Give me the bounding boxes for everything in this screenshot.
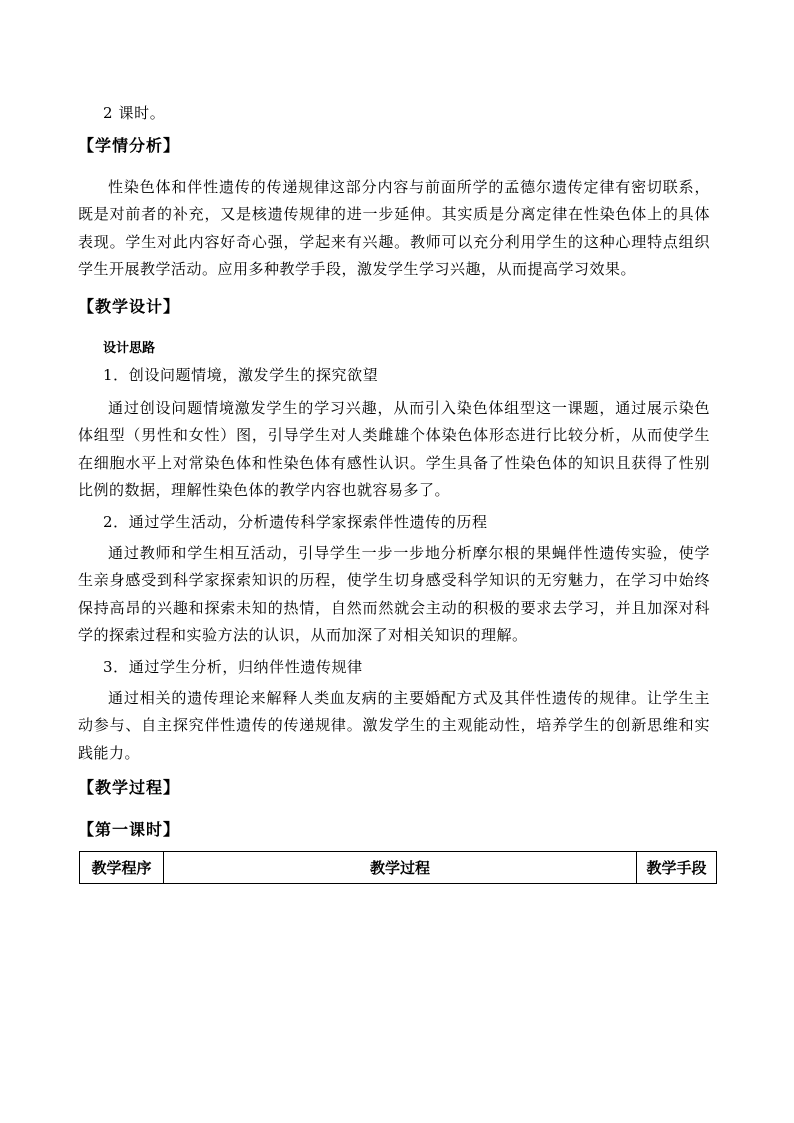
design-item-1-title: 1．创设问题情境，激发学生的探究欲望 <box>103 366 379 384</box>
design-item-2-body: 通过教师和学生相互活动，引导学生一步一步地分析摩尔根的果蝇伴性遗传实验，使学生亲身感受到科学家探索知识的历程，使学生切身感受科学知识的无穷魅力，在学习中始终保持高昂的兴趣和探索未知的热情，自然而然就会主动的积极的要求去学习，并且加深对科学的探索过程和实验方法的认识，从而加深了对相关知识的理解。 <box>78 544 710 644</box>
first-lesson-heading: 【第一课时】 <box>78 820 181 839</box>
column-header-means: 教学手段 <box>637 852 717 884</box>
design-item-3-body: 通过相关的遗传理论来解释人类血友病的主要婚配方式及其伴性遗传的规律。让学生主动参与、自主探究伴性遗传的传递规律。激发学生的主观能动性，培养学生的创新思维和实践能力。 <box>78 689 710 762</box>
design-item-2-title: 2．通过学生活动，分析遗传科学家探索伴性遗传的历程 <box>103 513 488 531</box>
column-header-procedure: 教学程序 <box>80 852 164 884</box>
design-item-1-body: 通过创设问题情境激发学生的学习兴趣，从而引入染色体组型这一课题，通过展示染色体组型（男性和女性）图，引导学生对人类雌雄个体染色体形态进行比较分析，从而使学生在细胞水平上对常染色体和性染色体有感性认识。学生具备了性染色体的知识且获得了性别比例的数据，理解性染色体的教学内容也就容易多了。 <box>78 399 710 499</box>
teaching-design-heading: 【教学设计】 <box>78 297 181 316</box>
design-item-3-title: 3．通过学生分析，归纳伴性遗传规律 <box>103 658 363 676</box>
table-header-row <box>80 852 717 884</box>
student-analysis-heading: 【学情分析】 <box>78 136 181 155</box>
student-analysis-paragraph: 性染色体和伴性遗传的传递规律这部分内容与前面所学的孟德尔遗传定律有密切联系，既是对前者的补充，又是核遗传规律的进一步延伸。其实质是分离定律在性染色体上的具体表现。学生对此内容好奇心强，学起来有兴趣。教师可以充分利用学生的这种心理特点组织学生开展教学活动。应用多种教学手段，激发学生学习兴趣，从而提高学习效果。 <box>78 178 710 278</box>
teaching-process-heading: 【教学过程】 <box>78 778 181 797</box>
teaching-procedure-table <box>79 851 717 884</box>
column-header-process: 教学过程 <box>164 852 637 884</box>
design-idea-subheading: 设计思路 <box>103 341 156 356</box>
lesson-hours-line: 2 课时。 <box>103 104 166 122</box>
